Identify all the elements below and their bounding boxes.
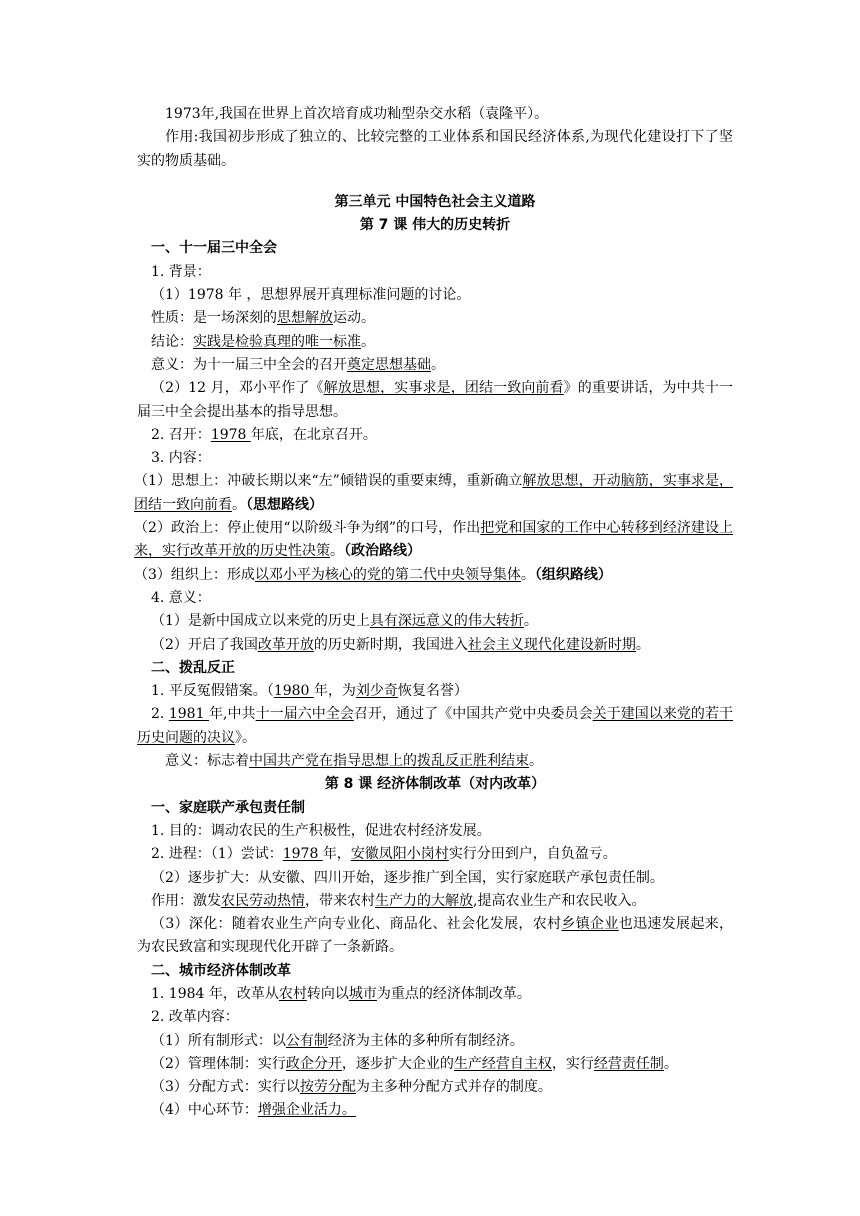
nature-line: 性质：是一场深刻的思想解放运动。 — [151, 310, 375, 327]
reform-item-management: （2）管理体制：实行政企分开，逐步扩大企业的生产经营自主权，实行经营责任制。 — [151, 1055, 678, 1072]
lesson7-title: 第 7 课 伟大的历史转折 — [359, 217, 511, 234]
reform-item-ownership: （1）所有制形式：以公有制经济为主体的多种所有制经济。 — [151, 1032, 524, 1049]
meaning-label: 4. 意义： — [151, 589, 211, 606]
intro-rice-line: 1973年,我国在世界上首次培育成功籼型杂交水稻（袁隆平）。 — [165, 106, 549, 122]
reform-content-label: 2. 改革内容： — [151, 1009, 239, 1026]
urban-reform-line: 1. 1984 年，改革从农村转向以城市为重点的经济体制改革。 — [151, 985, 531, 1002]
lesson8-title: 第 8 课 经济体制改革（对内改革） — [324, 776, 546, 793]
document-page — [134, 103, 734, 1123]
background-item-1: （1）1978 年 ，思想界展开真理标准问题的讨论。 — [151, 287, 471, 304]
convening-line: 2. 召开：1978 年底，在北京召开。 — [151, 426, 377, 443]
expand-line: （2）逐步扩大：从安徽、四川开始，逐步推广到全国，实行家庭联产承包责任制。 — [151, 869, 664, 886]
content-item-politics: （2）政治上：停止使用“以阶级斗争为纲”的口号，作出把党和国家的工作中心转移到经济建设上来，实行改革开放的历史性决策。（政治路线） — [134, 520, 733, 560]
section-heading: 二、拨乱反正 — [151, 659, 235, 676]
meaning-item-1: （1）是新中国成立以来党的历史上具有深远意义的伟大转折。 — [151, 613, 538, 630]
effect-line: 作用：激发农民劳动热情，带来农村生产力的大解放,提高农业生产和农民收入。 — [151, 892, 646, 909]
conclusion-line: 结论：实践是检验真理的唯一标准。 — [151, 333, 375, 350]
meaning-item-2: （2）开启了我国改革开放的历史新时期，我国进入社会主义现代化建设新时期。 — [151, 636, 650, 653]
background-label: 1. 背景： — [151, 263, 211, 280]
unit-title: 第三单元 中国特色社会主义道路 — [334, 193, 536, 210]
rectify-item-2: 2. 1981 年,中共十一届六中全会召开，通过了《中国共产党中央委员会关于建国以来党的若干历史问题的决议》。 — [137, 706, 734, 746]
reform-item-core: （4）中心环节：增强企业活力。 — [151, 1102, 356, 1119]
purpose-line: 1. 目的：调动农民的生产积极性，促进农村经济发展。 — [151, 822, 491, 839]
reform-item-distribution: （3）分配方式：实行以按劳分配为主多种分配方式并存的制度。 — [151, 1079, 552, 1096]
background-item-2: （2）12 月，邓小平作了《解放思想，实事求是，团结一致向前看》的重要讲话，为中共十一届三中全会提出基本的指导思想。 — [137, 380, 734, 420]
significance-line: 意义：为十一届三中全会的召开奠定思想基础。 — [151, 356, 445, 373]
intro-effect-paragraph: 作用:我国初步形成了独立的、比较完整的工业体系和国民经济体系,为现代化建设打下了坚实的物质基础。 — [137, 129, 733, 169]
content-item-organization: （3）组织上：形成以邓小平为核心的党的第二代中央领导集体。（组织路线） — [134, 566, 612, 583]
content-label: 3. 内容： — [151, 450, 211, 467]
rectify-item-1: 1. 平反冤假错案。（1980 年，为刘少奇恢复名誉） — [151, 683, 468, 700]
deepen-paragraph: （3）深化：随着农业生产向专业化、商品化、社会化发展，农村乡镇企业也迅速发展起来，为农民致富和实现现代化开辟了一条新路。 — [137, 916, 734, 956]
process-line: 2. 进程：（1）尝试：1978 年，安徽凤阳小岗村实行分田到户，自负盈亏。 — [151, 846, 617, 863]
section-heading: 一、家庭联产承包责任制 — [151, 799, 305, 816]
rectify-significance: 意义：标志着中国共产党在指导思想上的拨乱反正胜利结束。 — [165, 753, 543, 770]
content-item-ideology: （1）思想上：冲破长期以来“左”倾错误的重要束缚，重新确立解放思想，开动脑筋，实事求是，团结一致向前看。（思想路线） — [134, 473, 733, 513]
section-heading: 一、十一届三中全会 — [151, 240, 277, 257]
section-heading: 二、城市经济体制改革 — [151, 962, 291, 979]
